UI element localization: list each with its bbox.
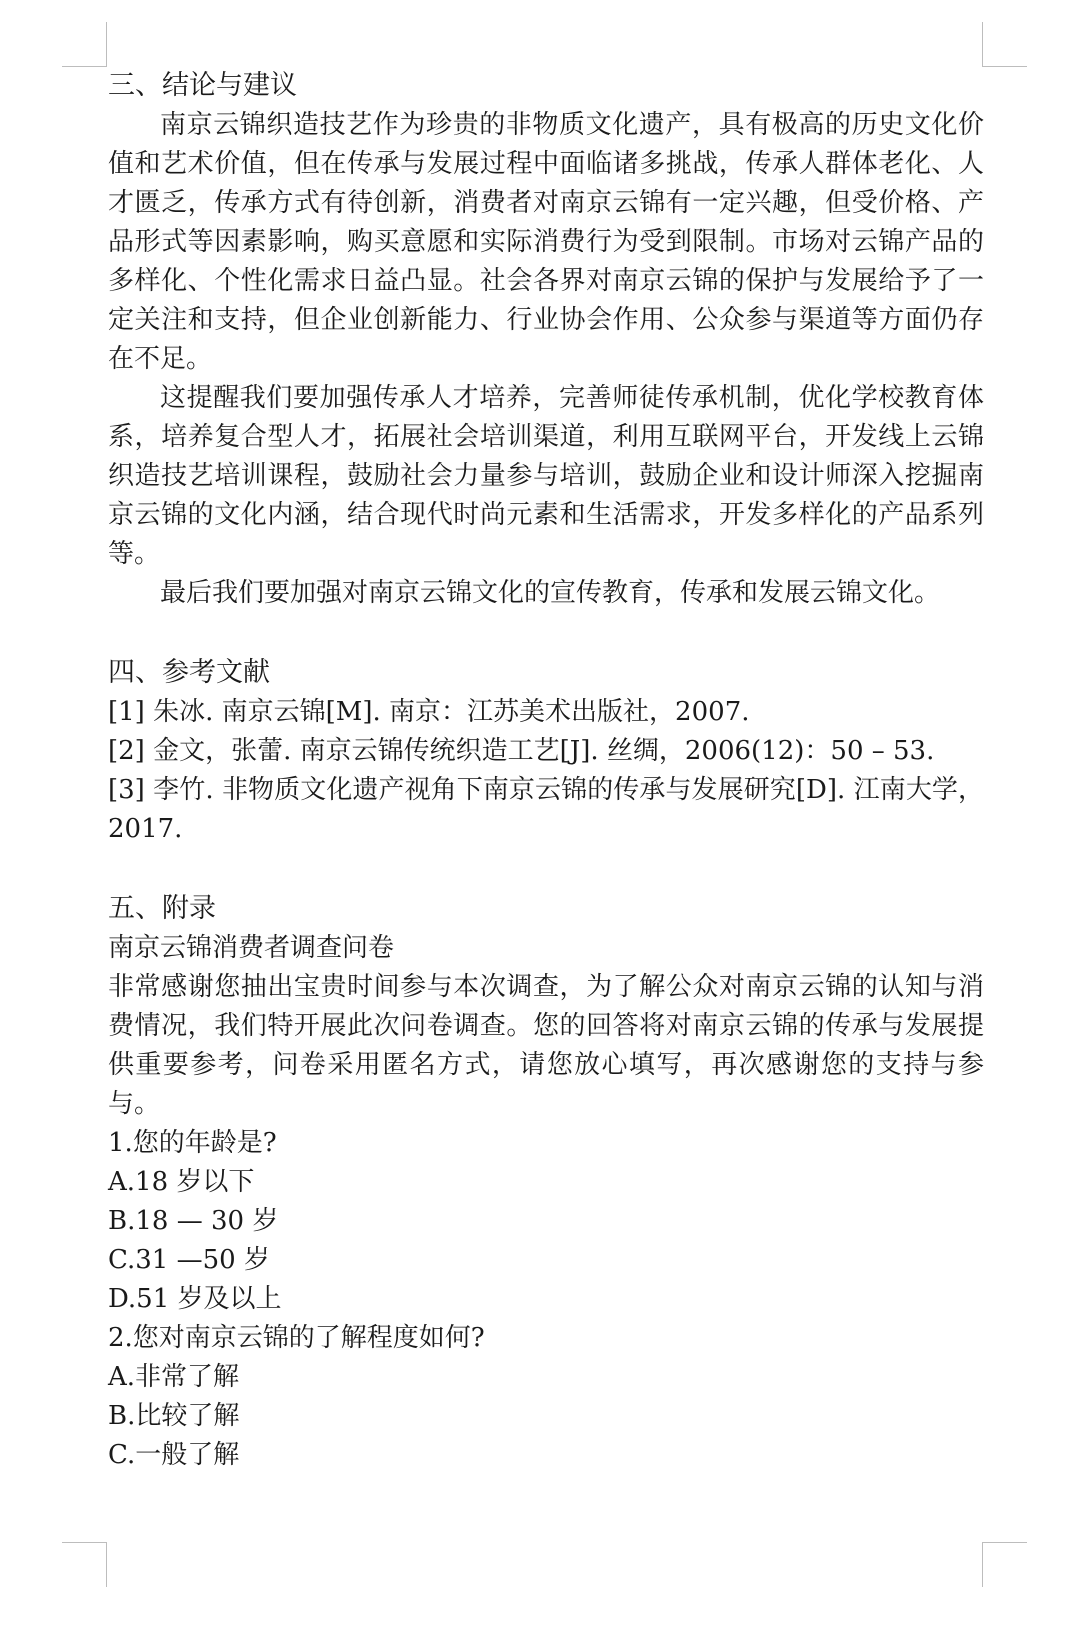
conclusion-paragraph-1: 南京云锦织造技艺作为珍贵的非物质文化遗产，具有极高的历史文化价值和艺术价值，但在传承与发展过程中面临诸多挑战，传承人群体老化、人才匮乏，传承方式有待创新，消费者对南京云锦有一定兴趣，但受价格、产品形式等因素影响，购买意愿和实际消费行为受到限制。市场对云锦产品的多样化、个性化需求日益凸显。社会各界对南京云锦的保护与发展给予了一定关注和支持，但企业创新能力、行业协会作用、公众参与渠道等方面仍存在不足。 (108, 110, 984, 374)
conclusion-paragraph-3: 最后我们要加强对南京云锦文化的宣传教育，传承和发展云锦文化。 (160, 578, 941, 608)
survey-question-2: 2.您对南京云锦的了解程度如何? (108, 1323, 485, 1353)
q1-option-d: D.51 岁及以上 (108, 1284, 282, 1314)
section-heading-appendix: 五、附录 (108, 893, 216, 924)
conclusion-paragraph-2: 这提醒我们要加强传承人才培养，完善师徒传承机制，优化学校教育体系，培养复合型人才，拓展社会培训渠道，利用互联网平台，开发线上云锦织造技艺培训课程，鼓励社会力量参与培训，鼓励企业和设计师深入挖掘南京云锦的文化内涵，结合现代时尚元素和生活需求，开发多样化的产品系列等。 (108, 383, 984, 569)
page-corner-mark-top-left (62, 22, 107, 67)
q2-option-c: C.一般了解 (108, 1440, 240, 1470)
page-corner-mark-top-right (982, 22, 1027, 67)
page-corner-mark-bottom-left (62, 1542, 107, 1587)
section-heading-conclusion: 三、结论与建议 (108, 70, 297, 101)
page-corner-mark-bottom-right (982, 1542, 1027, 1587)
document-body (108, 66, 984, 1475)
survey-question-1: 1.您的年龄是? (108, 1128, 277, 1158)
survey-intro: 非常感谢您抽出宝贵时间参与本次调查，为了解公众对南京云锦的认知与消费情况，我们特开展此次问卷调查。您的回答将对南京云锦的传承与发展提供重要参考，问卷采用匿名方式，请您放心填写，再次感谢您的支持与参与。 (108, 972, 984, 1119)
q2-option-b: B.比较了解 (108, 1401, 240, 1431)
section-spacer (108, 849, 984, 889)
q2-option-a: A.非常了解 (108, 1362, 240, 1392)
reference-item-1: [1] 朱冰. 南京云锦[M]. 南京：江苏美术出版社，2007. (108, 697, 750, 727)
reference-item-3: [3] 李竹. 非物质文化遗产视角下南京云锦的传承与发展研究[D]. 江南大学，2017. (108, 775, 984, 844)
reference-item-2: [2] 金文，张蕾. 南京云锦传统织造工艺[J]. 丝绸，2006(12)：50 – 53. (108, 736, 935, 766)
q1-option-b: B.18 — 30 岁 (108, 1206, 279, 1236)
survey-title: 南京云锦消费者调查问卷 (108, 933, 395, 963)
section-heading-references: 四、参考文献 (108, 657, 270, 688)
q1-option-c: C.31 —50 岁 (108, 1245, 270, 1275)
q1-option-a: A.18 岁以下 (108, 1167, 255, 1197)
section-spacer (108, 613, 984, 653)
